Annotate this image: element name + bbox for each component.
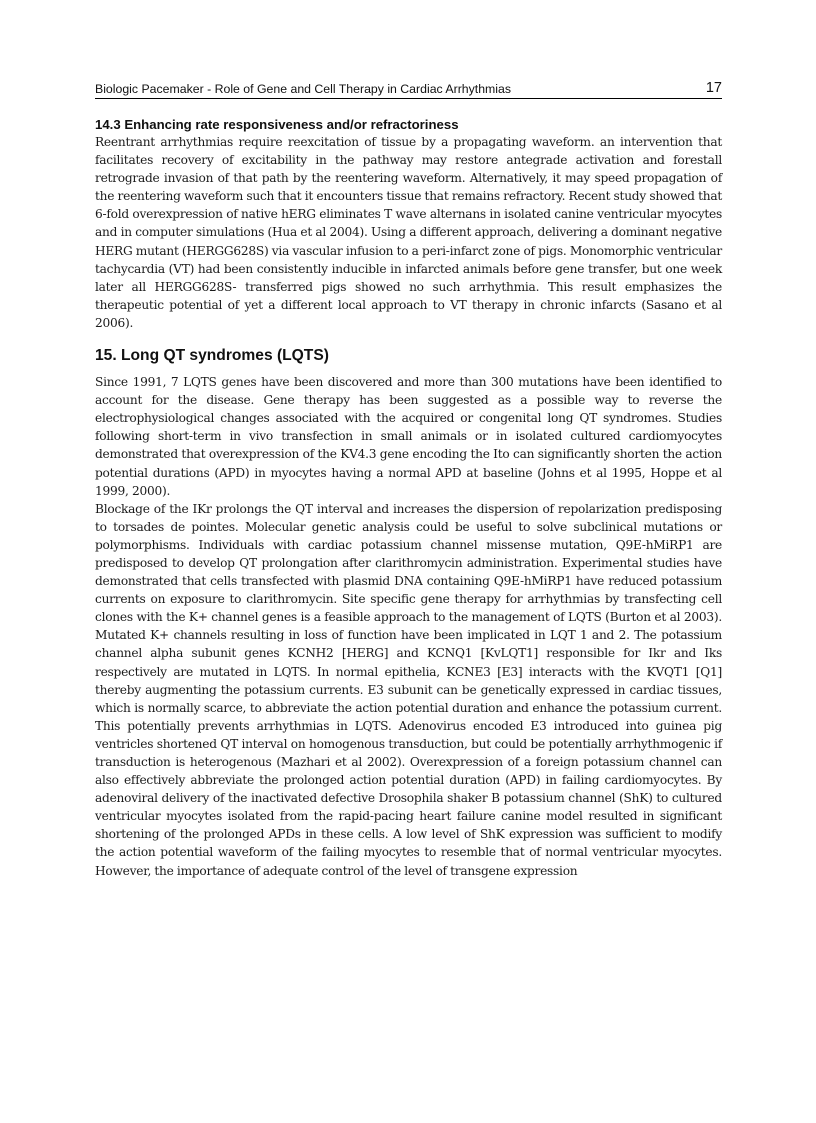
page-content (95, 116, 722, 880)
paragraph-rate-responsiveness: Reentrant arrhythmias require reexcitation of tissue by a propagating waveform. an intervention that facilitates recovery of excitability in the pathway may restore antegrade activation and forestall retrograde invasion of that path by the reentering waveform. Alternatively, it may speed propagation of the reentering waveform such that it encounters tissue that remains refractory. Recent study showed that 6-fold overexpression of native hERG eliminates T wave alternans in isolated canine ventricular myocytes and in computer simulations (Hua et al 2004). Using a different approach, delivering a dominant negative HERG mutant (HERGG628S) via vascular infusion to a peri-infarct zone of pigs. Monomorphic ventricular tachycardia (VT) had been consistently inducible in infarcted animals before gene transfer, but one week later all HERGG628S- transferred pigs showed no such arrhythmia. This result emphasizes the therapeutic potential of yet a different local approach to VT therapy in chronic infarcts (Sasano et al 2006). (95, 135, 722, 330)
page-number: 17 (705, 80, 722, 96)
subsection-heading-14-3: 14.3 Enhancing rate responsiveness and/or refractoriness (95, 117, 459, 132)
page-header (95, 78, 722, 99)
section-heading-15: 15. Long QT syndromes (LQTS) (95, 347, 329, 365)
running-title: Biologic Pacemaker - Role of Gene and Cell Therapy in Cardiac Arrhythmias (95, 82, 512, 96)
paragraph-ikr-blockage: Blockage of the IKr prolongs the QT interval and increases the dispersion of repolarization predisposing to torsades de pointes. Molecular genetic analysis could be useful to solve subclinical mutations or polymorphisms. Individuals with cardiac potassium channel missense mutation, Q9E-hMiRP1 are predisposed to develop QT prolongation after clarithromycin administration. Experimental studies have demonstrated that cells transfected with plasmid DNA containing Q9E-hMiRP1 have reduced potassium currents on exposure to clarithromycin. Site specific gene therapy for arrhythmias by transfecting cell clones with the K+ channel genes is a feasible approach to the management of LQTS (Burton et al 2003). Mutated K+ channels resulting in loss of function have been implicated in LQT 1 and 2. The potassium channel alpha subunit genes KCNH2 [HERG] and KCNQ1 [KvLQT1] responsible for Ikr and Iks respectively are mutated in LQTS. In normal epithelia, KCNE3 [E3] interacts with the KVQT1 [Q1] thereby augmenting the potassium currents. E3 subunit can be genetically expressed in cardiac tissues, which is normally scarce, to abbreviate the action potential duration and enhance the potassium current. This potentially prevents arrhythmias in LQTS. Adenovirus encoded E3 introduced into guinea pig ventricles shortened QT interval on homogenous transduction, but could be potentially arrhythmogenic if transduction is heterogenous (Mazhari et al 2002). Overexpression of a foreign potassium channel can also effectively abbreviate the prolonged action potential duration (APD) in failing cardiomyocytes. By adenoviral delivery of the inactivated defective Drosophila shaker B potassium channel (ShK) to cultured ventricular myocytes isolated from the rapid-pacing heart failure canine model resulted in significant shortening of the prolonged APDs in these cells. A low level of ShK expression was sufficient to modify the action potential waveform of the failing myocytes to resemble that of normal ventricular myocytes. However, the importance of adequate control of the level of transgene expression (95, 501, 722, 878)
paragraph-lqts-intro: Since 1991, 7 LQTS genes have been discovered and more than 300 mutations have been identified to account for the disease. Gene therapy has been suggested as a possible way to reverse the electrophysiological changes associated with the acquired or congenital long QT syndromes. Studies following short-term in vivo transfection in small animals or in isolated cultured cardiomyocytes demonstrated that overexpression of the KV4.3 gene encoding the Ito can significantly shorten the action potential durations (APD) in myocytes having a normal APD at baseline (Johns et al 1995, Hoppe et al 1999, 2000). (95, 375, 722, 498)
